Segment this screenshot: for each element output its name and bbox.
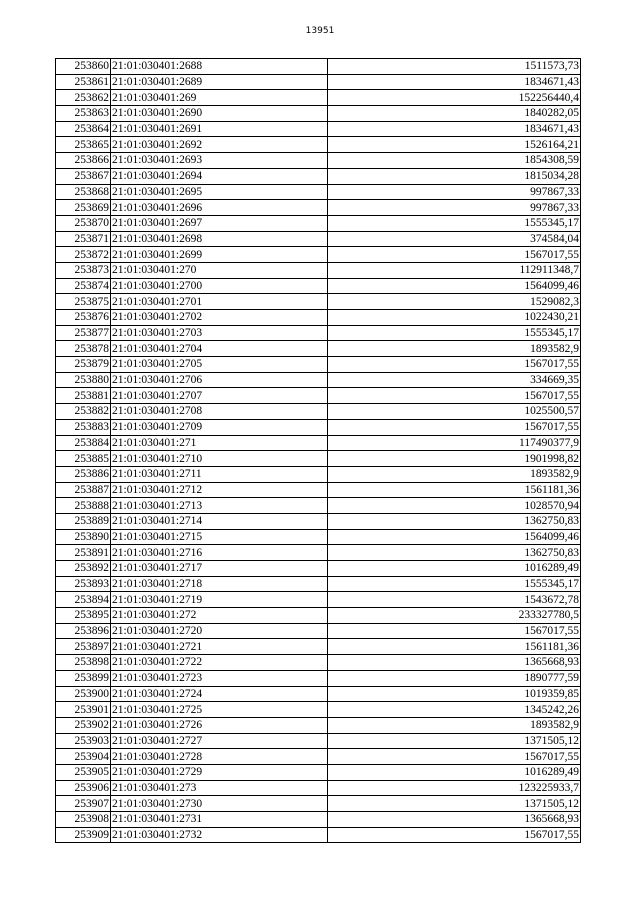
cadastral-value-cell: 117490377,9 <box>328 435 581 451</box>
cadastral-number-cell: 21:01:030401:2714 <box>111 513 328 529</box>
cadastral-number-cell: 21:01:030401:269 <box>111 90 328 106</box>
row-number-cell: 253861 <box>56 74 111 90</box>
cadastral-value-cell: 1543672,78 <box>328 592 581 608</box>
row-number-cell: 253892 <box>56 561 111 577</box>
cadastral-number-cell: 21:01:030401:2701 <box>111 294 328 310</box>
row-number-cell: 253904 <box>56 749 111 765</box>
row-number-cell: 253876 <box>56 310 111 326</box>
row-number-cell: 253878 <box>56 341 111 357</box>
table-row <box>56 106 581 122</box>
row-number-cell: 253870 <box>56 215 111 231</box>
cadastral-number-cell: 21:01:030401:2704 <box>111 341 328 357</box>
table-row <box>56 310 581 326</box>
table-row <box>56 325 581 341</box>
table-row <box>56 341 581 357</box>
cadastral-number-cell: 21:01:030401:2726 <box>111 717 328 733</box>
table-row <box>56 357 581 373</box>
cadastral-value-cell: 1526164,21 <box>328 137 581 153</box>
cadastral-value-cell: 1901998,82 <box>328 451 581 467</box>
cadastral-number-cell: 21:01:030401:2693 <box>111 153 328 169</box>
table-row <box>56 482 581 498</box>
table-row <box>56 435 581 451</box>
table-row <box>56 733 581 749</box>
table-row <box>56 451 581 467</box>
cadastral-number-cell: 21:01:030401:2692 <box>111 137 328 153</box>
cadastral-number-cell: 21:01:030401:2725 <box>111 702 328 718</box>
row-number-cell: 253900 <box>56 686 111 702</box>
cadastral-value-cell: 123225933,7 <box>328 780 581 796</box>
cadastral-number-cell: 21:01:030401:2728 <box>111 749 328 765</box>
cadastral-value-cell: 1561181,36 <box>328 482 581 498</box>
cadastral-value-cell: 233327780,5 <box>328 608 581 624</box>
cadastral-number-cell: 21:01:030401:271 <box>111 435 328 451</box>
table-row <box>56 780 581 796</box>
cadastral-value-cell: 1893582,9 <box>328 466 581 482</box>
row-number-cell: 253906 <box>56 780 111 796</box>
row-number-cell: 253880 <box>56 372 111 388</box>
table-row <box>56 702 581 718</box>
table-row <box>56 639 581 655</box>
row-number-cell: 253895 <box>56 608 111 624</box>
cadastral-number-cell: 21:01:030401:273 <box>111 780 328 796</box>
row-number-cell: 253864 <box>56 121 111 137</box>
cadastral-value-cell: 374584,04 <box>328 231 581 247</box>
table-row <box>56 561 581 577</box>
cadastral-value-cell: 1511573,73 <box>328 59 581 75</box>
table-row <box>56 137 581 153</box>
cadastral-number-cell: 21:01:030401:2713 <box>111 498 328 514</box>
row-number-cell: 253909 <box>56 827 111 843</box>
row-number-cell: 253893 <box>56 576 111 592</box>
cadastral-number-cell: 21:01:030401:2730 <box>111 796 328 812</box>
cadastral-value-cell: 152256440,4 <box>328 90 581 106</box>
row-number-cell: 253873 <box>56 262 111 278</box>
row-number-cell: 253869 <box>56 200 111 216</box>
cadastral-value-cell: 1028570,94 <box>328 498 581 514</box>
row-number-cell: 253866 <box>56 153 111 169</box>
table-row <box>56 827 581 843</box>
row-number-cell: 253881 <box>56 388 111 404</box>
cadastral-value-cell: 1840282,05 <box>328 106 581 122</box>
table-row <box>56 764 581 780</box>
table-row <box>56 200 581 216</box>
cadastral-number-cell: 21:01:030401:2727 <box>111 733 328 749</box>
row-number-cell: 253896 <box>56 623 111 639</box>
row-number-cell: 253887 <box>56 482 111 498</box>
table-row <box>56 686 581 702</box>
row-number-cell: 253879 <box>56 357 111 373</box>
table-row <box>56 90 581 106</box>
table-row <box>56 529 581 545</box>
cadastral-number-cell: 21:01:030401:2718 <box>111 576 328 592</box>
row-number-cell: 253867 <box>56 168 111 184</box>
row-number-cell: 253884 <box>56 435 111 451</box>
row-number-cell: 253890 <box>56 529 111 545</box>
row-number-cell: 253901 <box>56 702 111 718</box>
table-row <box>56 670 581 686</box>
row-number-cell: 253860 <box>56 59 111 75</box>
cadastral-value-cell: 1022430,21 <box>328 310 581 326</box>
row-number-cell: 253885 <box>56 451 111 467</box>
cadastral-number-cell: 21:01:030401:2731 <box>111 812 328 828</box>
cadastral-number-cell: 21:01:030401:2716 <box>111 545 328 561</box>
row-number-cell: 253889 <box>56 513 111 529</box>
cadastral-number-cell: 21:01:030401:2702 <box>111 310 328 326</box>
cadastral-number-cell: 21:01:030401:2691 <box>111 121 328 137</box>
row-number-cell: 253865 <box>56 137 111 153</box>
cadastral-number-cell: 21:01:030401:272 <box>111 608 328 624</box>
cadastral-value-cell: 1834671,43 <box>328 74 581 90</box>
table-row <box>56 796 581 812</box>
cadastral-number-cell: 21:01:030401:2724 <box>111 686 328 702</box>
row-number-cell: 253886 <box>56 466 111 482</box>
table-row <box>56 545 581 561</box>
cadastral-value-cell: 1362750,83 <box>328 513 581 529</box>
row-number-cell: 253908 <box>56 812 111 828</box>
cadastral-number-cell: 21:01:030401:2694 <box>111 168 328 184</box>
cadastral-value-cell: 1365668,93 <box>328 812 581 828</box>
cadastral-value-cell: 1016289,49 <box>328 561 581 577</box>
cadastral-number-cell: 21:01:030401:2690 <box>111 106 328 122</box>
cadastral-number-cell: 21:01:030401:2696 <box>111 200 328 216</box>
cadastral-value-cell: 334669,35 <box>328 372 581 388</box>
row-number-cell: 253899 <box>56 670 111 686</box>
cadastral-number-cell: 21:01:030401:2717 <box>111 561 328 577</box>
table-row <box>56 812 581 828</box>
cadastral-number-cell: 21:01:030401:2689 <box>111 74 328 90</box>
cadastral-value-cell: 1025500,57 <box>328 404 581 420</box>
cadastral-value-cell: 1567017,55 <box>328 749 581 765</box>
table-row <box>56 278 581 294</box>
cadastral-value-cell: 1555345,17 <box>328 215 581 231</box>
cadastral-value-cell: 997867,33 <box>328 184 581 200</box>
table-body <box>56 59 581 843</box>
row-number-cell: 253907 <box>56 796 111 812</box>
cadastral-value-cell: 1815034,28 <box>328 168 581 184</box>
cadastral-value-cell: 1564099,46 <box>328 529 581 545</box>
row-number-cell: 253897 <box>56 639 111 655</box>
cadastral-number-cell: 21:01:030401:2711 <box>111 466 328 482</box>
cadastral-value-cell: 1567017,55 <box>328 623 581 639</box>
cadastral-number-cell: 21:01:030401:2715 <box>111 529 328 545</box>
table-row <box>56 717 581 733</box>
table-row <box>56 388 581 404</box>
cadastral-value-cell: 1893582,9 <box>328 341 581 357</box>
table-row <box>56 576 581 592</box>
cadastral-number-cell: 21:01:030401:2710 <box>111 451 328 467</box>
row-number-cell: 253898 <box>56 655 111 671</box>
cadastral-value-cell: 1555345,17 <box>328 325 581 341</box>
cadastral-value-cell: 1567017,55 <box>328 419 581 435</box>
cadastral-value-cell: 1567017,55 <box>328 357 581 373</box>
cadastral-number-cell: 21:01:030401:2720 <box>111 623 328 639</box>
cadastral-value-cell: 1345242,26 <box>328 702 581 718</box>
cadastral-number-cell: 21:01:030401:2708 <box>111 404 328 420</box>
cadastral-value-cell: 1564099,46 <box>328 278 581 294</box>
row-number-cell: 253882 <box>56 404 111 420</box>
cadastral-number-cell: 21:01:030401:2707 <box>111 388 328 404</box>
table-row <box>56 121 581 137</box>
table-row <box>56 404 581 420</box>
table-row <box>56 608 581 624</box>
row-number-cell: 253871 <box>56 231 111 247</box>
row-number-cell: 253875 <box>56 294 111 310</box>
cadastral-number-cell: 21:01:030401:2712 <box>111 482 328 498</box>
row-number-cell: 253868 <box>56 184 111 200</box>
cadastral-number-cell: 21:01:030401:2688 <box>111 59 328 75</box>
table-row <box>56 513 581 529</box>
row-number-cell: 253872 <box>56 247 111 263</box>
cadastral-number-cell: 21:01:030401:2722 <box>111 655 328 671</box>
cadastral-value-cell: 1561181,36 <box>328 639 581 655</box>
table-row <box>56 59 581 75</box>
row-number-cell: 253894 <box>56 592 111 608</box>
cadastral-value-cell: 1567017,55 <box>328 247 581 263</box>
cadastral-number-cell: 21:01:030401:2706 <box>111 372 328 388</box>
cadastral-number-cell: 21:01:030401:270 <box>111 262 328 278</box>
row-number-cell: 253905 <box>56 764 111 780</box>
cadastral-value-cell: 1893582,9 <box>328 717 581 733</box>
table-row <box>56 592 581 608</box>
cadastral-number-cell: 21:01:030401:2703 <box>111 325 328 341</box>
cadastral-value-cell: 1365668,93 <box>328 655 581 671</box>
cadastral-number-cell: 21:01:030401:2719 <box>111 592 328 608</box>
cadastral-number-cell: 21:01:030401:2695 <box>111 184 328 200</box>
cadastral-value-cell: 1019359,85 <box>328 686 581 702</box>
cadastral-number-cell: 21:01:030401:2700 <box>111 278 328 294</box>
cadastral-value-cell: 112911348,7 <box>328 262 581 278</box>
cadastral-value-cell: 1362750,83 <box>328 545 581 561</box>
table-row <box>56 419 581 435</box>
row-number-cell: 253862 <box>56 90 111 106</box>
cadastral-value-table <box>55 58 581 843</box>
row-number-cell: 253888 <box>56 498 111 514</box>
cadastral-value-cell: 1371505,12 <box>328 733 581 749</box>
table-row <box>56 466 581 482</box>
cadastral-number-cell: 21:01:030401:2705 <box>111 357 328 373</box>
cadastral-number-cell: 21:01:030401:2732 <box>111 827 328 843</box>
table-row <box>56 153 581 169</box>
table-row <box>56 655 581 671</box>
cadastral-number-cell: 21:01:030401:2699 <box>111 247 328 263</box>
cadastral-number-cell: 21:01:030401:2698 <box>111 231 328 247</box>
page-number: 13951 <box>305 26 335 36</box>
cadastral-value-cell: 1567017,55 <box>328 827 581 843</box>
row-number-cell: 253903 <box>56 733 111 749</box>
table-row <box>56 623 581 639</box>
cadastral-value-cell: 1371505,12 <box>328 796 581 812</box>
table-row <box>56 215 581 231</box>
row-number-cell: 253902 <box>56 717 111 733</box>
cadastral-value-cell: 1555345,17 <box>328 576 581 592</box>
cadastral-value-cell: 997867,33 <box>328 200 581 216</box>
cadastral-number-cell: 21:01:030401:2709 <box>111 419 328 435</box>
row-number-cell: 253877 <box>56 325 111 341</box>
cadastral-value-cell: 1567017,55 <box>328 388 581 404</box>
cadastral-value-cell: 1529082,3 <box>328 294 581 310</box>
table-row <box>56 184 581 200</box>
cadastral-value-cell: 1854308,59 <box>328 153 581 169</box>
table-row <box>56 262 581 278</box>
row-number-cell: 253863 <box>56 106 111 122</box>
table-row <box>56 168 581 184</box>
table-row <box>56 74 581 90</box>
table-row <box>56 749 581 765</box>
cadastral-number-cell: 21:01:030401:2697 <box>111 215 328 231</box>
table-row <box>56 372 581 388</box>
cadastral-value-cell: 1016289,49 <box>328 764 581 780</box>
cadastral-number-cell: 21:01:030401:2723 <box>111 670 328 686</box>
table-row <box>56 231 581 247</box>
row-number-cell: 253883 <box>56 419 111 435</box>
cadastral-number-cell: 21:01:030401:2721 <box>111 639 328 655</box>
cadastral-number-cell: 21:01:030401:2729 <box>111 764 328 780</box>
cadastral-value-cell: 1834671,43 <box>328 121 581 137</box>
row-number-cell: 253874 <box>56 278 111 294</box>
table-row <box>56 294 581 310</box>
table-row <box>56 498 581 514</box>
table-row <box>56 247 581 263</box>
cadastral-value-cell: 1890777,59 <box>328 670 581 686</box>
row-number-cell: 253891 <box>56 545 111 561</box>
